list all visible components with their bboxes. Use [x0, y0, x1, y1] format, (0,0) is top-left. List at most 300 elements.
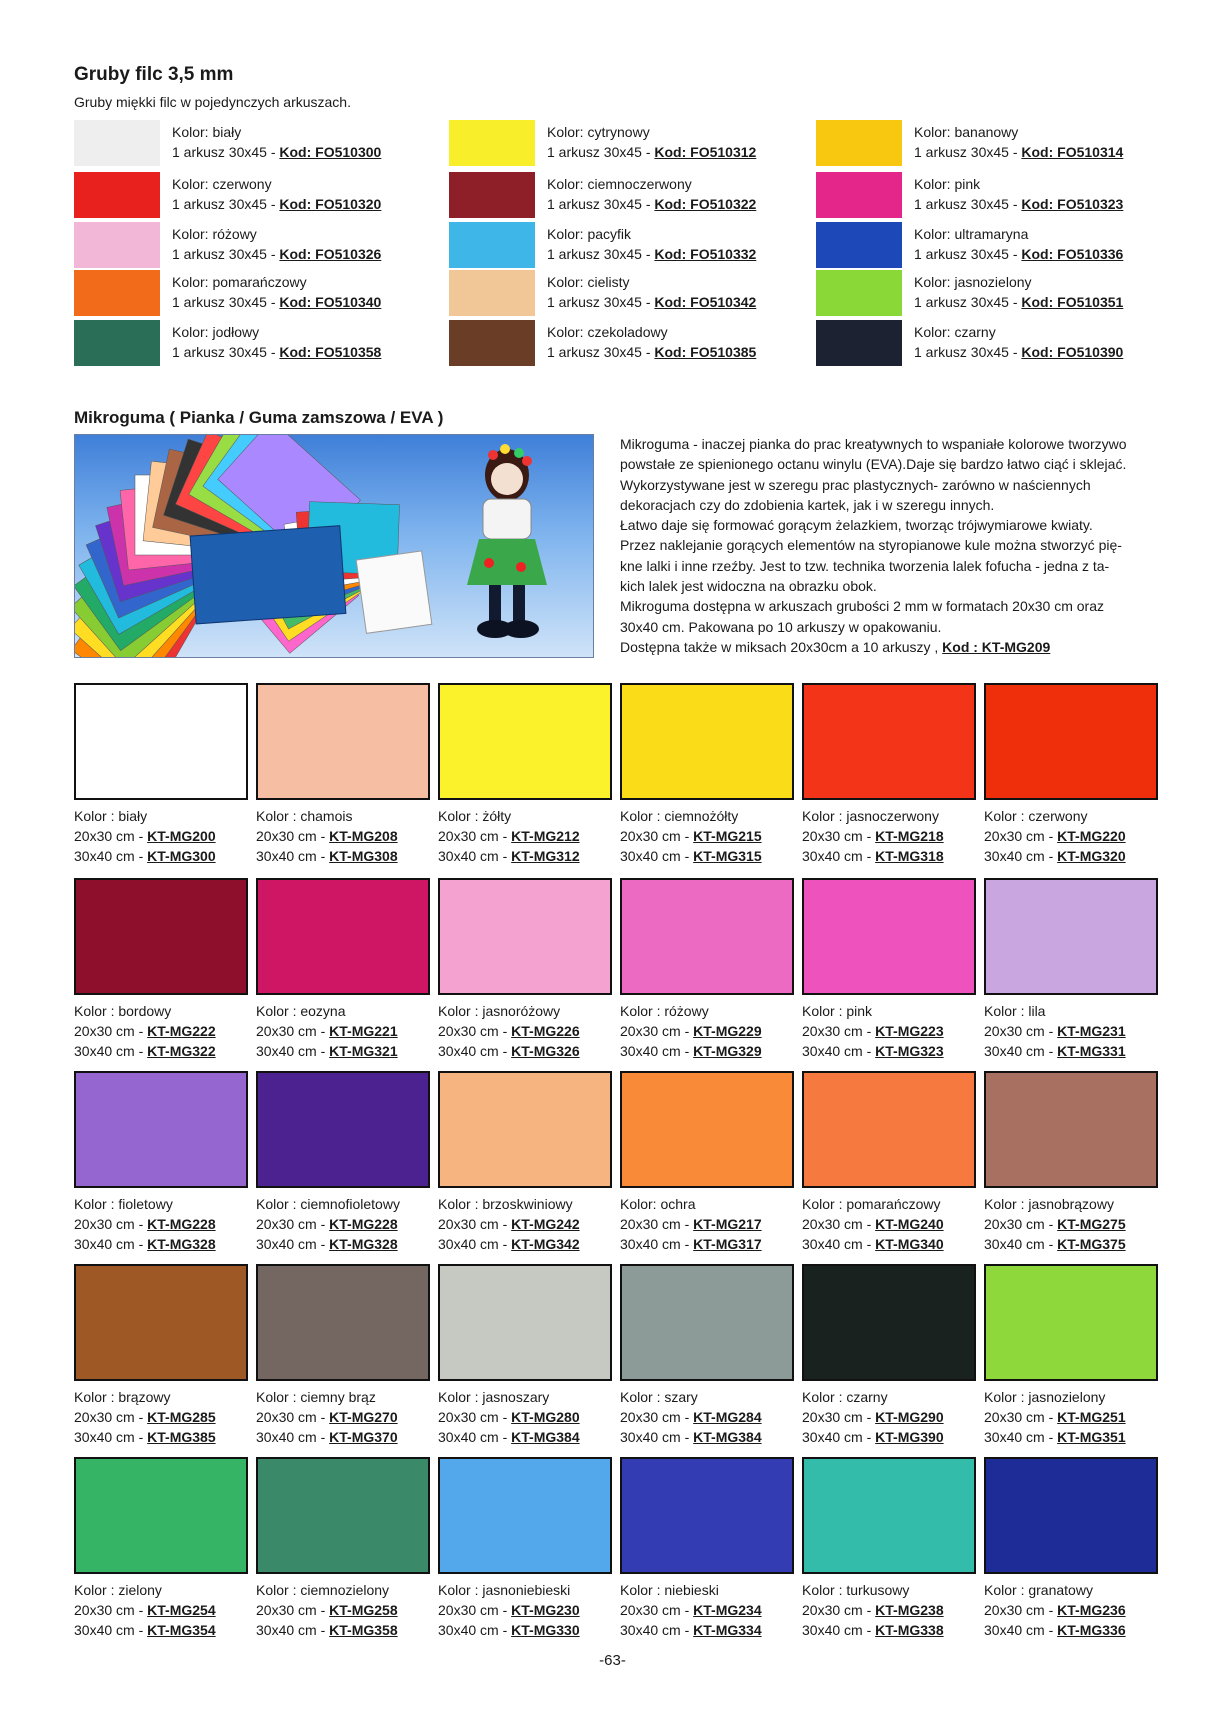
- product-code-20x30: KT-MG215: [693, 828, 762, 844]
- size-label: 20x30 cm -: [74, 1602, 148, 1618]
- size-label: 20x30 cm -: [256, 1409, 330, 1425]
- product-code-30x40: KT-MG300: [147, 848, 216, 864]
- size-line-20x30: [984, 1021, 1126, 1041]
- size-line-20x30: [256, 1407, 398, 1427]
- felt-item: [74, 318, 434, 368]
- product-code-30x40: KT-MG375: [1057, 1236, 1126, 1252]
- eva-color-item: [438, 1457, 612, 1647]
- product-code: Kod: FO510336: [1021, 246, 1124, 262]
- product-code-30x40: KT-MG321: [329, 1043, 398, 1059]
- size-label: 30x40 cm -: [620, 1622, 694, 1638]
- product-code-30x40: KT-MG336: [1057, 1622, 1126, 1638]
- label-card: [356, 551, 432, 633]
- size-label: 20x30 cm -: [74, 1409, 148, 1425]
- size-line-20x30: [256, 1021, 398, 1041]
- product-code-20x30: KT-MG212: [511, 828, 580, 844]
- felt-item-text: [914, 174, 1123, 214]
- size-label: 20x30 cm -: [74, 1023, 148, 1039]
- felt-sheet-line: [172, 244, 381, 264]
- size-label: 30x40 cm -: [802, 1429, 876, 1445]
- eva-color-item: [256, 878, 430, 1068]
- product-code-30x40: KT-MG338: [875, 1622, 944, 1638]
- color-swatch: [256, 1457, 430, 1574]
- size-line-30x40: [984, 846, 1126, 866]
- felt-sheet-line: [547, 194, 756, 214]
- size-label: 20x30 cm -: [984, 1409, 1058, 1425]
- eva-color-item: [256, 683, 430, 873]
- size-label: 30x40 cm -: [984, 1622, 1058, 1638]
- product-code-30x40: KT-MG328: [329, 1236, 398, 1252]
- product-code-20x30: KT-MG230: [511, 1602, 580, 1618]
- felt-item-text: [914, 322, 1123, 362]
- size-line-20x30: [438, 826, 580, 846]
- description-line: 30x40 cm. Pakowana po 10 arkuszy w opakowaniu.: [620, 618, 942, 635]
- felt-color-label: Kolor: różowy: [172, 226, 257, 242]
- product-code-30x40: KT-MG331: [1057, 1043, 1126, 1059]
- size-label: 30x40 cm -: [438, 848, 512, 864]
- size-label: 20x30 cm -: [74, 1216, 148, 1232]
- size-line-30x40: [438, 1234, 580, 1254]
- description-line: Wykorzystywane jest w szeregu prac plastycznych- zarówno w naściennych: [620, 476, 1091, 493]
- doll-figure: [467, 444, 547, 638]
- color-swatch: [74, 172, 160, 218]
- size-label: 20x30 cm -: [984, 1216, 1058, 1232]
- size-line-30x40: [802, 1620, 944, 1640]
- color-label: Kolor : żółty: [438, 808, 512, 824]
- size-line-30x40: [620, 1620, 762, 1640]
- product-code-30x40: KT-MG317: [693, 1236, 762, 1252]
- description-line: Mikroguma - inaczej pianka do prac kreatywnych to wspaniałe kolorowe tworzywo: [620, 436, 1127, 452]
- felt-item-text: [172, 322, 381, 362]
- color-swatch: [74, 878, 248, 995]
- felt-item: [449, 318, 809, 368]
- eva-color-item: [256, 1264, 430, 1454]
- size-line-30x40: [438, 846, 580, 866]
- felt-color-label: Kolor: cielisty: [547, 274, 630, 290]
- eva-item-text: [802, 806, 944, 866]
- color-label: Kolor : brązowy: [74, 1389, 171, 1405]
- product-code-20x30: KT-MG234: [693, 1602, 762, 1618]
- size-line-30x40: [620, 846, 762, 866]
- size-label: 30x40 cm -: [438, 1622, 512, 1638]
- eva-item-text: [438, 1194, 580, 1254]
- product-code-20x30: KT-MG218: [875, 828, 944, 844]
- felt-color-list: [74, 118, 1174, 398]
- color-swatch: [438, 1457, 612, 1574]
- sheet-size: 1 arkusz 30x45 -: [172, 294, 280, 310]
- color-label: Kolor : jasnoróżowy: [438, 1003, 561, 1019]
- felt-sheet-line: [547, 292, 756, 312]
- eva-color-item: [984, 878, 1158, 1068]
- size-label: 30x40 cm -: [256, 1622, 330, 1638]
- size-label: 30x40 cm -: [74, 1043, 148, 1059]
- eva-item-text: [620, 1580, 762, 1640]
- size-line-20x30: [256, 826, 398, 846]
- felt-item-text: [914, 122, 1123, 162]
- eva-color-item: [74, 1264, 248, 1454]
- felt-item-text: [547, 224, 756, 264]
- felt-item-text: [547, 322, 756, 362]
- eva-item-text: [256, 806, 398, 866]
- size-line-20x30: [620, 1214, 762, 1234]
- description-line: kne lalki i inne rzeźby. Jest to tzw. technika tworzenia lalek fofucha - jedna z ta-: [620, 557, 1110, 574]
- color-label: Kolor : jasnoszary: [438, 1389, 550, 1405]
- color-swatch: [620, 878, 794, 995]
- mix-offer-text: Dostępna także w miksach 20x30cm a 10 arkuszy ,: [620, 638, 943, 655]
- felt-color-label: Kolor: biały: [172, 124, 242, 140]
- product-code-30x40: KT-MG322: [147, 1043, 216, 1059]
- size-label: 20x30 cm -: [984, 1023, 1058, 1039]
- color-label: Kolor : zielony: [74, 1582, 162, 1598]
- felt-color-label: Kolor: jasnozielony: [914, 274, 1032, 290]
- color-swatch: [256, 1071, 430, 1188]
- eva-color-item: [984, 1071, 1158, 1261]
- product-code-20x30: KT-MG238: [875, 1602, 944, 1618]
- size-label: 20x30 cm -: [620, 1602, 694, 1618]
- size-label: 20x30 cm -: [438, 1602, 512, 1618]
- felt-item-text: [914, 272, 1123, 312]
- felt-item: [816, 170, 1176, 220]
- size-label: 20x30 cm -: [620, 1023, 694, 1039]
- size-line-20x30: [620, 1600, 762, 1620]
- size-label: 30x40 cm -: [620, 1236, 694, 1252]
- eva-item-text: [256, 1194, 400, 1254]
- eva-color-item: [438, 1264, 612, 1454]
- eva-color-item: [802, 683, 976, 873]
- color-label: Kolor : jasnobrązowy: [984, 1196, 1114, 1212]
- product-code-30x40: KT-MG312: [511, 848, 580, 864]
- product-code-30x40: KT-MG342: [511, 1236, 580, 1252]
- size-line-20x30: [984, 1407, 1126, 1427]
- product-code-20x30: KT-MG229: [693, 1023, 762, 1039]
- color-label: Kolor : czarny: [802, 1389, 888, 1405]
- felt-item-text: [172, 174, 381, 214]
- color-swatch: [620, 1264, 794, 1381]
- size-label: 30x40 cm -: [620, 1429, 694, 1445]
- color-swatch: [816, 320, 902, 366]
- eva-item-text: [74, 1001, 216, 1061]
- product-code: Kod: FO510314: [1021, 144, 1124, 160]
- color-swatch: [74, 683, 248, 800]
- product-code-20x30: KT-MG270: [329, 1409, 398, 1425]
- felt-item: [816, 220, 1176, 270]
- size-line-30x40: [74, 1041, 216, 1061]
- product-code: Kod: FO510312: [654, 144, 757, 160]
- size-label: 30x40 cm -: [802, 848, 876, 864]
- size-label: 20x30 cm -: [438, 1409, 512, 1425]
- sheet-size: 1 arkusz 30x45 -: [172, 344, 280, 360]
- color-label: Kolor : eozyna: [256, 1003, 346, 1019]
- color-swatch: [816, 120, 902, 166]
- color-swatch: [256, 878, 430, 995]
- product-code: Kod: FO510300: [279, 144, 382, 160]
- product-code-20x30: KT-MG231: [1057, 1023, 1126, 1039]
- size-label: 20x30 cm -: [984, 1602, 1058, 1618]
- size-line-20x30: [74, 1600, 216, 1620]
- size-label: 30x40 cm -: [438, 1236, 512, 1252]
- color-swatch: [438, 683, 612, 800]
- eva-item-text: [802, 1387, 944, 1447]
- size-line-30x40: [438, 1427, 580, 1447]
- size-line-20x30: [256, 1600, 398, 1620]
- size-label: 30x40 cm -: [802, 1236, 876, 1252]
- product-code: Kod: FO510326: [279, 246, 382, 262]
- size-line-20x30: [802, 1600, 944, 1620]
- color-label: Kolor : szary: [620, 1389, 698, 1405]
- size-label: 30x40 cm -: [74, 1429, 148, 1445]
- product-code-30x40: KT-MG328: [147, 1236, 216, 1252]
- eva-item-text: [802, 1001, 944, 1061]
- color-swatch: [74, 120, 160, 166]
- eva-color-item: [620, 1457, 794, 1647]
- eva-item-text: [438, 1001, 580, 1061]
- color-label: Kolor : brzoskwiniowy: [438, 1196, 573, 1212]
- description-lines: [620, 434, 1160, 637]
- size-line-30x40: [620, 1427, 762, 1447]
- color-swatch: [74, 1457, 248, 1574]
- product-code: Kod: FO510332: [654, 246, 757, 262]
- product-code-20x30: KT-MG290: [875, 1409, 944, 1425]
- color-label: Kolor : jasnoczerwony: [802, 808, 939, 824]
- product-code: Kod: FO510320: [279, 196, 382, 212]
- product-code: Kod: FO510322: [654, 196, 757, 212]
- sheet-size: 1 arkusz 30x45 -: [914, 196, 1022, 212]
- size-label: 20x30 cm -: [256, 1602, 330, 1618]
- size-line-30x40: [256, 1427, 398, 1447]
- sheet-size: 1 arkusz 30x45 -: [914, 294, 1022, 310]
- color-swatch: [984, 683, 1158, 800]
- eva-item-text: [620, 806, 762, 866]
- eva-item-text: [256, 1387, 398, 1447]
- size-label: 20x30 cm -: [256, 828, 330, 844]
- felt-item: [449, 170, 809, 220]
- size-line-30x40: [984, 1041, 1126, 1061]
- felt-item: [74, 170, 434, 220]
- eva-item-text: [620, 1001, 762, 1061]
- felt-sheet-line: [172, 142, 381, 162]
- size-line-30x40: [802, 1041, 944, 1061]
- color-swatch: [620, 683, 794, 800]
- product-code-30x40: KT-MG318: [875, 848, 944, 864]
- felt-item-text: [547, 122, 756, 162]
- size-label: 30x40 cm -: [74, 1236, 148, 1252]
- color-swatch: [74, 320, 160, 366]
- product-code-20x30: KT-MG242: [511, 1216, 580, 1232]
- product-code-20x30: KT-MG285: [147, 1409, 216, 1425]
- eva-item-text: [984, 1387, 1126, 1447]
- size-label: 30x40 cm -: [256, 1236, 330, 1252]
- color-swatch: [620, 1071, 794, 1188]
- color-label: Kolor : lila: [984, 1003, 1046, 1019]
- size-line-20x30: [802, 1214, 944, 1234]
- eva-item-text: [438, 806, 580, 866]
- product-code-30x40: KT-MG323: [875, 1043, 944, 1059]
- color-swatch: [74, 1071, 248, 1188]
- size-line-30x40: [74, 1427, 216, 1447]
- color-swatch: [984, 1071, 1158, 1188]
- eva-item-text: [74, 806, 216, 866]
- color-label: Kolor : jasnozielony: [984, 1389, 1106, 1405]
- felt-item: [74, 220, 434, 270]
- description-line: Mikroguma dostępna w arkuszach grubości 2 mm w formatach 20x30 cm oraz: [620, 598, 1104, 615]
- size-label: 30x40 cm -: [74, 848, 148, 864]
- size-line-20x30: [256, 1214, 400, 1234]
- product-code-30x40: KT-MG326: [511, 1043, 580, 1059]
- felt-item-text: [172, 224, 381, 264]
- eva-item-text: [620, 1194, 762, 1254]
- description-line: kich lalek jest widoczna na obrazku obok.: [620, 578, 877, 595]
- color-label: Kolor : ciemny brąz: [256, 1389, 376, 1405]
- felt-item: [816, 318, 1176, 368]
- size-label: 20x30 cm -: [438, 1023, 512, 1039]
- size-line-20x30: [802, 1407, 944, 1427]
- color-swatch: [802, 683, 976, 800]
- size-label: 30x40 cm -: [620, 848, 694, 864]
- product-code-30x40: KT-MG354: [147, 1622, 216, 1638]
- size-label: 20x30 cm -: [802, 1023, 876, 1039]
- sheet-size: 1 arkusz 30x45 -: [547, 246, 655, 262]
- foam-sheets-illustration: [75, 435, 593, 657]
- size-line-20x30: [74, 826, 216, 846]
- color-swatch: [449, 320, 535, 366]
- eva-color-item: [802, 878, 976, 1068]
- product-code-30x40: KT-MG384: [693, 1429, 762, 1445]
- size-line-30x40: [802, 1427, 944, 1447]
- size-line-20x30: [802, 1021, 944, 1041]
- felt-item: [816, 118, 1176, 168]
- eva-color-item: [256, 1457, 430, 1647]
- page-number: -63-: [599, 1652, 626, 1669]
- felt-color-label: Kolor: czekoladowy: [547, 324, 668, 340]
- product-code-20x30: KT-MG222: [147, 1023, 216, 1039]
- color-swatch: [984, 1457, 1158, 1574]
- size-label: 30x40 cm -: [802, 1622, 876, 1638]
- product-code-30x40: KT-MG370: [329, 1429, 398, 1445]
- product-code-30x40: KT-MG320: [1057, 848, 1126, 864]
- felt-color-label: Kolor: bananowy: [914, 124, 1019, 140]
- product-code: Kod: FO510323: [1021, 196, 1124, 212]
- eva-color-item: [74, 683, 248, 873]
- eva-description: [620, 434, 1160, 657]
- size-label: 30x40 cm -: [984, 848, 1058, 864]
- product-code-30x40: KT-MG340: [875, 1236, 944, 1252]
- product-code-20x30: KT-MG236: [1057, 1602, 1126, 1618]
- product-code-20x30: KT-MG275: [1057, 1216, 1126, 1232]
- product-code-20x30: KT-MG284: [693, 1409, 762, 1425]
- color-swatch: [449, 270, 535, 316]
- description-line: powstałe ze spienionego octanu winylu (EVA).Daje się bardzo łatwo ciąć i sklejać.: [620, 456, 1127, 473]
- eva-item-text: [256, 1001, 398, 1061]
- sheet-size: 1 arkusz 30x45 -: [914, 246, 1022, 262]
- felt-item: [449, 118, 809, 168]
- felt-sheet-line: [914, 244, 1123, 264]
- eva-item-text: [802, 1580, 944, 1640]
- product-code-20x30: KT-MG254: [147, 1602, 216, 1618]
- product-code-20x30: KT-MG251: [1057, 1409, 1126, 1425]
- product-photo: [74, 434, 594, 658]
- size-line-20x30: [984, 1600, 1126, 1620]
- description-line: Przez naklejanie gorących elementów na styropianowe kule można stworzyć pię-: [620, 537, 1122, 554]
- size-line-30x40: [802, 1234, 944, 1254]
- color-swatch: [802, 1264, 976, 1381]
- product-code-30x40: KT-MG329: [693, 1043, 762, 1059]
- product-code: Kod: FO510351: [1021, 294, 1124, 310]
- size-line-30x40: [74, 1234, 216, 1254]
- eva-item-text: [256, 1580, 398, 1640]
- color-swatch: [449, 172, 535, 218]
- eva-item-text: [74, 1580, 216, 1640]
- eva-color-item: [984, 1457, 1158, 1647]
- size-line-20x30: [620, 1407, 762, 1427]
- sheet-size: 1 arkusz 30x45 -: [172, 246, 280, 262]
- size-line-20x30: [620, 826, 762, 846]
- size-line-30x40: [984, 1427, 1126, 1447]
- felt-item-text: [547, 272, 756, 312]
- felt-color-label: Kolor: pomarańczowy: [172, 274, 307, 290]
- mix-code: Kod : KT-MG209: [942, 638, 1051, 655]
- product-code-30x40: KT-MG330: [511, 1622, 580, 1638]
- color-swatch: [816, 172, 902, 218]
- product-code: Kod: FO510340: [279, 294, 382, 310]
- size-line-20x30: [438, 1021, 580, 1041]
- product-code-30x40: KT-MG358: [329, 1622, 398, 1638]
- size-line-30x40: [74, 1620, 216, 1640]
- eva-color-item: [802, 1264, 976, 1454]
- color-label: Kolor : jasnoniebieski: [438, 1582, 571, 1598]
- felt-sheet-line: [914, 292, 1123, 312]
- felt-section-subtitle: Gruby miękki filc w pojedynczych arkuszach.: [74, 94, 351, 110]
- size-label: 20x30 cm -: [984, 828, 1058, 844]
- color-swatch: [449, 222, 535, 268]
- size-label: 30x40 cm -: [74, 1622, 148, 1638]
- felt-item-text: [172, 122, 381, 162]
- color-label: Kolor : ciemnofioletowy: [256, 1196, 400, 1212]
- color-label: Kolor : pink: [802, 1003, 873, 1019]
- size-line-20x30: [74, 1021, 216, 1041]
- size-label: 30x40 cm -: [620, 1043, 694, 1059]
- felt-color-label: Kolor: pink: [914, 176, 981, 192]
- eva-item-text: [802, 1194, 944, 1254]
- size-line-30x40: [438, 1620, 580, 1640]
- size-line-20x30: [802, 826, 944, 846]
- product-code-20x30: KT-MG223: [875, 1023, 944, 1039]
- sheet-size: 1 arkusz 30x45 -: [547, 344, 655, 360]
- color-label: Kolor : czerwony: [984, 808, 1088, 824]
- eva-color-item: [620, 1264, 794, 1454]
- eva-color-item: [438, 1071, 612, 1261]
- size-line-20x30: [74, 1214, 216, 1234]
- eva-item-text: [984, 806, 1126, 866]
- felt-section-title: Gruby filc 3,5 mm: [74, 64, 234, 85]
- description-line: dekoracjach czy do zdobienia kartek, jak i w szeregu innych.: [620, 496, 995, 513]
- eva-color-item: [620, 1071, 794, 1261]
- color-swatch: [438, 1264, 612, 1381]
- product-code-20x30: KT-MG240: [875, 1216, 944, 1232]
- felt-sheet-line: [547, 142, 756, 162]
- sheet-size: 1 arkusz 30x45 -: [172, 196, 280, 212]
- eva-color-item: [620, 683, 794, 873]
- color-label: Kolor : fioletowy: [74, 1196, 173, 1212]
- felt-sheet-line: [914, 194, 1123, 214]
- color-label: Kolor : ciemnozielony: [256, 1582, 390, 1598]
- product-code-30x40: KT-MG351: [1057, 1429, 1126, 1445]
- size-label: 30x40 cm -: [256, 1043, 330, 1059]
- size-line-30x40: [620, 1041, 762, 1061]
- product-code-20x30: KT-MG228: [329, 1216, 398, 1232]
- size-label: 20x30 cm -: [74, 828, 148, 844]
- size-line-20x30: [74, 1407, 216, 1427]
- product-code: Kod: FO510358: [279, 344, 382, 360]
